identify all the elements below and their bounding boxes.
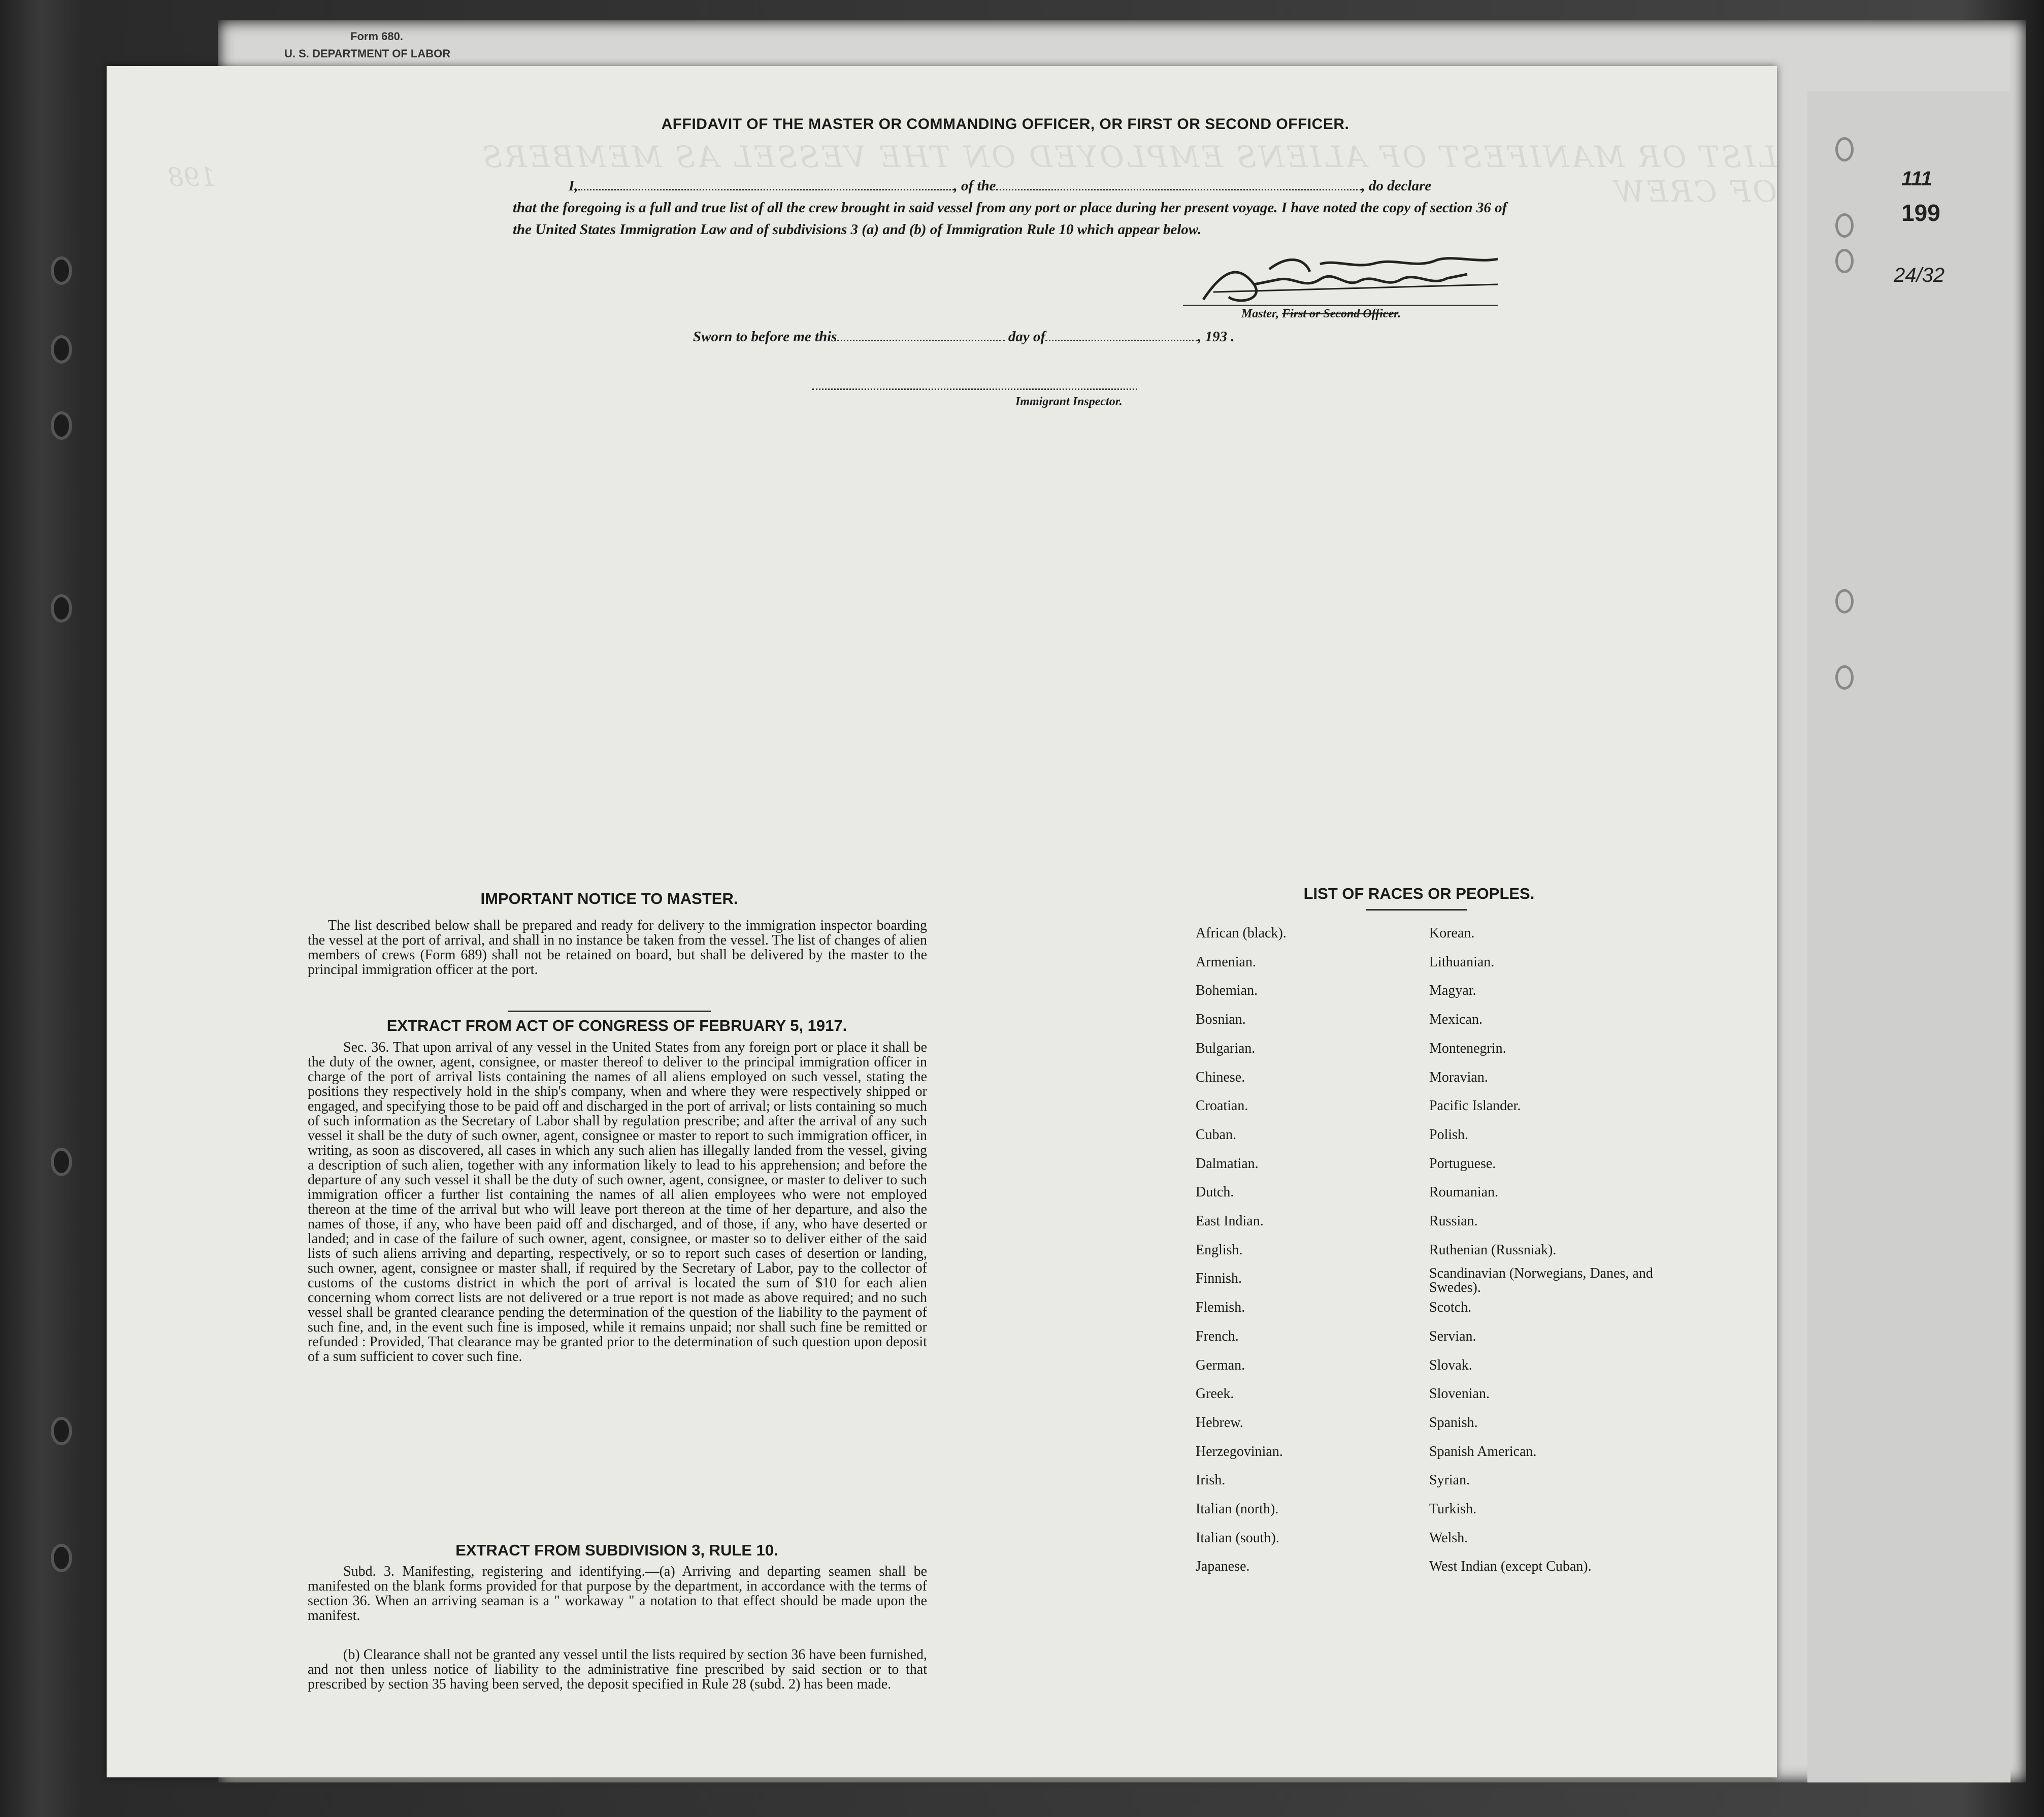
race-item: Herzegovinian. [1196,1443,1283,1459]
race-item: Portuguese. [1429,1155,1496,1172]
do-declare-label: , do declare [1361,178,1432,194]
race-item: Italian (north). [1196,1501,1279,1517]
race-item: Servian. [1429,1328,1476,1344]
notice-body: The list described below shall be prepared and ready for delivery to the immigration inspector boarding the vessel at the port of arrival, and shall in no instance be taken from the vessel. The list of changes of alien members of crews (Form 689) shall not be retained on board, but shall be delivered by the master to the principal immigration officer at the port. [308,918,927,978]
race-item: African (black). [1196,925,1287,941]
bleed-through-number: 198 [168,163,216,192]
race-item: Roumanian. [1429,1184,1499,1200]
i-label: I, [569,178,578,194]
race-item: Scotch. [1429,1300,1472,1316]
inspector-caption: Immigrant Inspector. [1015,395,1123,408]
race-item: Lithuanian. [1429,954,1495,970]
race-item: Magyar. [1429,983,1476,999]
race-item: Korean. [1429,925,1475,941]
race-item: Welsh. [1429,1530,1468,1546]
race-item: Greek. [1196,1386,1234,1402]
race-item: Polish. [1429,1126,1469,1143]
race-item: Finnish. [1196,1271,1242,1287]
race-item: Bohemian. [1196,983,1258,999]
sworn-prefix: Sworn to before me this [693,329,837,345]
sworn-year: , 193 [1198,329,1228,345]
name-blank [578,178,954,190]
race-item: Ruthenian (Russniak). [1429,1242,1557,1258]
race-item: Dutch. [1196,1184,1234,1200]
race-item: Bosnian. [1196,1012,1246,1028]
sworn-day-blank [837,329,1005,341]
binder-hole [1835,589,1854,613]
race-item: Bulgarian. [1196,1040,1256,1056]
rule-subdivision-a: Subd. 3. Manifesting, registering and identifying.—(a) Arriving and departing seamen shall be manifested on the blank forms provided for that purpose by the department, in accordance with the terms of section 36. When an arriving seaman is a " workaway " a notation to that effect should be made upon the manifest. [308,1564,927,1624]
binder-hole [1835,665,1854,690]
races-left-column [1196,919,1287,1581]
race-item: Slovenian. [1429,1386,1490,1402]
back-page-number: 199 [1901,200,1940,226]
binder-hole [51,1544,72,1572]
form-number: Form 680. [350,30,403,43]
struck-officer-label: First or Second Officer [1282,307,1398,320]
race-item: Hebrew. [1196,1414,1243,1431]
binder-hole [51,256,72,285]
race-item: Moravian. [1429,1069,1488,1085]
act-section-36: Sec. 36. That upon arrival of any vessel in the United States from any foreign port or place it shall be the duty of the owner, agent, consignee, or master thereof to deliver to the principal immigration officer in charge of the port of arrival lists containing the names of all aliens employed on such vessel, stating the positions they respectively hold in the ship's company, when and where they were respectively shipped or engaged, and specifying those to be paid off and discharged in the port of arrival; or lists containing so much of such information as the Secretary of Labor shall by regulation prescribe; and after the arrival of any such vessel it shall be the duty of such owner, agent, consignee or master to report to such immigration officer, in writing, as soon as discovered, all cases in which any such alien has illegally landed from the vessel, giving a description of such alien, together with any information likely to lead to his apprehension; and before the departure of any such vessel it shall be the duty of such owner, agent, consignee, or master to deliver to such immigration officer a further list containing the names of all alien employees who were not employed thereon at the time of the arrival but who will leave port thereon at the time of her departure, and also the names of those, if any, who have been paid off and discharged, and of those, if any, who have deserted or landed; and in case of the failure of such owner, agent, consignee, or master so to deliver either of the said lists of such aliens arriving and departing, respectively, or so to report such cases of desertion or landing, such owner, agent, consignee or master shall, if required by the Secretary of Labor, pay to the collector of customs of the customs district in which the port of arrival is located the sum of $10 for each alien concerning whom correct lists are not delivered or a true report is not made as above required; and no such vessel shall be granted clearance pending the determination of the question of the liability to the payment of such fine, and, in the event such fine is imposed, while it remains unpaid; nor shall such fine be remitted or refunded : Provided, That clearance may be granted prior to the determination of such question upon deposit of a sum sufficient to cover such fine. [308,1040,927,1365]
form-number-header [284,28,450,62]
race-item: Pacific Islander. [1429,1098,1521,1114]
race-item: Syrian. [1429,1472,1470,1488]
binder-hole [51,335,72,364]
divider [508,1011,711,1012]
races-heading: LIST OF RACES OR PEOPLES. [1303,885,1535,902]
declaration-body: that the foregoing is a full and true list of all the crew brought in said vessel from any port or place during her present voyage. I have noted the copy of section 36 of the United States Immigration Law and of subdivisions 3 (a) and (b) of Immigration Rule 10 which appear below. [513,200,1507,238]
declaration [513,175,1508,241]
binder-hole [1835,137,1854,161]
race-item: Spanish American. [1429,1443,1537,1459]
race-item: French. [1196,1328,1239,1344]
race-item: Flemish. [1196,1300,1245,1316]
race-item: Russian. [1429,1213,1478,1229]
binder-hole [51,594,72,623]
signature-caption [1241,307,1401,321]
back-sheet-edge [1807,91,2010,1782]
race-item: Irish. [1196,1472,1226,1488]
binder-hole [1835,249,1854,273]
of-the-label: , of the [953,178,996,194]
race-item: Dalmatian. [1196,1155,1259,1172]
rule-subdivision-b: (b) Clearance shall not be granted any vessel until the lists required by section 36 have been furnished, and not then unless notice of liability to the administrative fine prescribed by said section or to that prescribed by section 35 having been served, the deposit specified in Rule 28 (subd. 2) has been made. [308,1647,927,1692]
race-item: West Indian (except Cuban). [1429,1559,1592,1575]
declaration-line-1 [513,175,1508,197]
race-item: Italian (south). [1196,1530,1279,1546]
rule-heading: EXTRACT FROM SUBDIVISION 3, RULE 10. [455,1541,778,1559]
race-item: Slovak. [1429,1357,1472,1373]
vessel-blank [996,178,1362,190]
race-item: Mexican. [1429,1012,1482,1028]
divider [1366,909,1467,911]
race-item: Chinese. [1196,1069,1245,1085]
races-right-column [1429,919,1663,1581]
binder-hole [51,1148,72,1176]
signature-line [1183,305,1498,306]
notice-heading: IMPORTANT NOTICE TO MASTER. [480,890,738,907]
sworn-line [693,329,1235,345]
department-name: U. S. DEPARTMENT OF LABOR [284,47,451,60]
binder-hole [1835,213,1854,238]
sworn-day-label: day of [1008,329,1046,345]
race-item: Armenian. [1196,954,1256,970]
bleed-through-header: LIST OR MANIFEST OF ALIENS EMPLOYED ON THE VESSEL AS MEMBERS OF CREW [480,140,1777,209]
race-item: Montenegrin. [1429,1040,1506,1056]
race-item: Japanese. [1196,1559,1250,1575]
race-item: Spanish. [1429,1414,1478,1431]
inspector-signature-line [812,388,1137,390]
race-item: East Indian. [1196,1213,1264,1229]
race-item: English. [1196,1242,1243,1258]
act-heading: EXTRACT FROM ACT OF CONGRESS OF FEBRUARY 5, 1917. [386,1017,847,1034]
back-page-fraction: 24/32 [1894,264,1945,286]
race-item: Cuban. [1196,1126,1237,1143]
caption-period: . [1398,307,1401,320]
master-label: Master, [1241,307,1279,320]
sworn-month-blank [1045,329,1198,341]
binder-hole [51,411,72,440]
binder-hole [51,1417,72,1445]
sworn-end: . [1231,329,1235,345]
race-item: Turkish. [1429,1501,1477,1517]
back-page-mark: 111 [1901,168,1932,190]
race-item: Scandinavian (Norwegians, Danes, and Swedes). [1429,1266,1653,1296]
race-item: Croatian. [1196,1098,1248,1114]
race-item: German. [1196,1357,1245,1373]
affidavit-title: AFFIDAVIT OF THE MASTER OR COMMANDING OFFICER, OR FIRST OR SECOND OFFICER. [661,116,1349,133]
